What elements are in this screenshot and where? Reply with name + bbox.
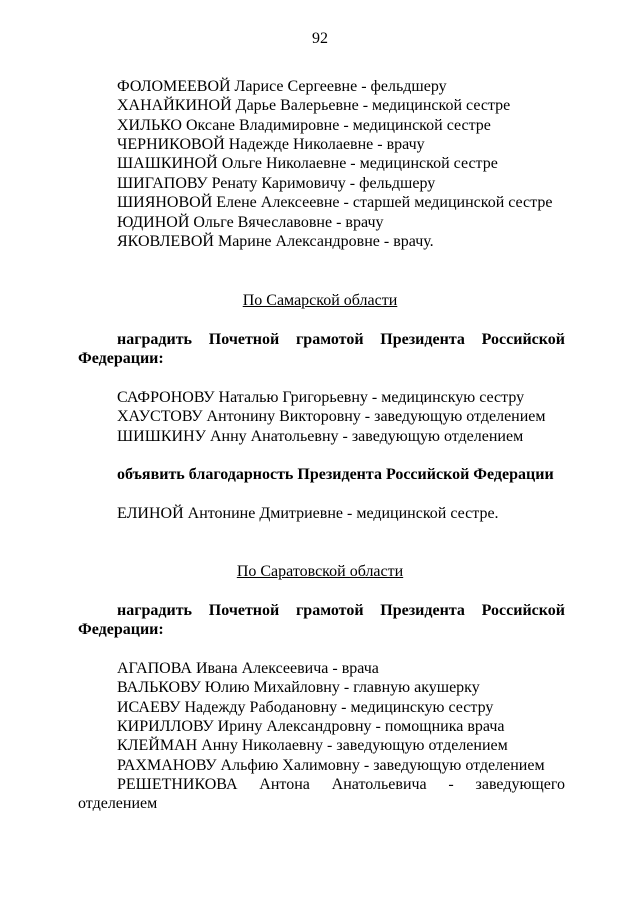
list-item: ШАШКИНОЙ Ольге Николаевне - медицинской сестре (117, 155, 498, 172)
list-item-continuation: отделением (78, 795, 158, 812)
list-item: ХАНАЙКИНОЙ Дарье Валерьевне - медицинской сестре (117, 97, 511, 114)
list-item: САФРОНОВУ Наталью Григорьевну - медицинскую сестру (117, 389, 525, 406)
list-item: ЯКОВЛЕВОЙ Марине Александровне - врачу. (117, 233, 434, 250)
award-statement-saratov: наградить Почетной грамотой Президента Российской (117, 602, 565, 619)
list-item: ШИЯНОВОЙ Елене Алексеевне - старшей медицинской сестре (117, 194, 553, 211)
list-item: ВАЛЬКОВУ Юлию Михайловну - главную акушерку (117, 679, 480, 696)
award-statement-saratov-continuation: Федерации: (78, 621, 164, 638)
list-item: ИСАЕВУ Надежду Рабодановну - медицинскую сестру (117, 699, 494, 716)
section-heading-samara: По Самарской области (242, 292, 398, 309)
award-statement-samara-continuation: Федерации: (78, 350, 164, 367)
list-item: ЮДИНОЙ Ольге Вячеславовне - врачу (117, 214, 384, 231)
list-item: КИРИЛЛОВУ Ирину Александровну - помощника врача (117, 718, 505, 735)
list-item: ШИГАПОВУ Ренату Каримовичу - фельдшеру (117, 175, 436, 192)
list-item: РЕШЕТНИКОВА Антона Анатольевича - заведующего (117, 776, 565, 793)
list-item: ХАУСТОВУ Антонину Викторовну - заведующую отделением (117, 408, 546, 425)
page-number: 92 (312, 30, 328, 47)
list-item: ФОЛОМЕЕВОЙ Ларисе Сергеевне - фельдшеру (117, 78, 447, 95)
gratitude-statement-samara: объявить благодарность Президента Российской Федерации (117, 466, 554, 483)
list-item: ЕЛИНОЙ Антонине Дмитриевне - медицинской сестре. (117, 505, 499, 522)
award-statement-samara: наградить Почетной грамотой Президента Российской (117, 331, 565, 348)
list-item: ШИШКИНУ Анну Анатольевну - заведующую отделением (117, 428, 524, 445)
section-heading-saratov: По Саратовской области (236, 563, 404, 580)
list-item: РАХМАНОВУ Альфию Халимовну - заведующую отделением (117, 757, 545, 774)
list-item: ЧЕРНИКОВОЙ Надежде Николаевне - врачу (117, 136, 425, 153)
list-item: АГАПОВА Ивана Алексеевича - врача (117, 660, 379, 677)
list-item: ХИЛЬКО Оксане Владимировне - медицинской сестре (117, 117, 491, 134)
list-item: КЛЕЙМАН Анну Николаевну - заведующую отделением (117, 737, 508, 754)
